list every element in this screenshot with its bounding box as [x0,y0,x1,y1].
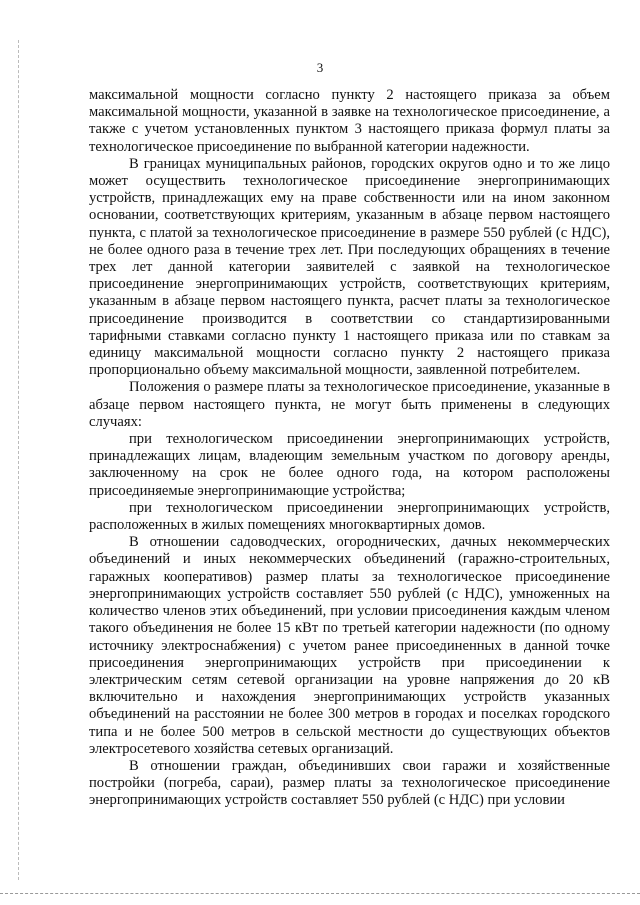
paragraph-6: В отношении садоводческих, огороднических, дачных некоммерческих объединений и иных некоммерческих объединений (гаражно-строительных, гаражных кооперативов) размер платы за технологическое присоединение энергопринимающих устройств составляет 550 рублей (с НДС), умноженных на количество членов этих объединений, при условии присоединения каждым членом такого объединения не более 15 кВт по третьей категории надежности (по одному источнику электроснабжения) с учетом ранее присоединенных в данной точке присоединения энергопринимающих устройств при присоединении к электрическим сетям сетевой организации на уровне напряжения до 20 кВ включительно и нахождения энергопринимающих устройств указанных объединений на расстоянии не более 300 метров в городах и поселках городского типа и не более 500 метров в сельской местности до существующих объектов электросетевого хозяйства сетевых организаций. [89,534,610,757]
paragraph-2: В границах муниципальных районов, городских округов одно и то же лицо может осуществить технологическое присоединение энергопринимающих устройств, принадлежащих ему на праве собственности или на ином законном основании, соответствующих критериям, указанным в абзаце первом настоящего пункта, с платой за технологическое присоединение в размере 550 рублей (с НДС), не более одного раза в течение трех лет. При последующих обращениях в течение трех лет данной категории заявителей с заявкой на технологическое присоединение энергопринимающих устройств, соответствующих критериям, указанным в абзаце первом настоящего пункта, расчет платы за технологическое присоединение производится в соответствии со стандартизированными тарифными ставками согласно пункту 1 настоящего приказа или по ставкам за единицу максимальной мощности согласно пункту 2 настоящего приказа пропорционально объему максимальной мощности, заявленной потребителем. [89,155,610,379]
scan-left-edge-line [18,40,19,880]
paragraph-7: В отношении граждан, объединивших свои гаражи и хозяйственные постройки (погреба, сараи), размер платы за технологическое присоединение энергопринимающих устройств составляет 550 рублей (с НДС) при условии [89,757,610,809]
scan-bottom-edge-line [0,893,640,894]
page-number: 3 [316,60,324,75]
document-body [89,87,610,810]
paragraph-5: при технологическом присоединении энергопринимающих устройств, расположенных в жилых помещениях многоквартирных домов. [89,499,610,534]
paragraph-4: при технологическом присоединении энергопринимающих устройств, принадлежащих лицам, владеющим земельным участком по договору аренды, заключенному на срок не более одного года, на котором расположены присоединяемые энергопринимающие устройства; [89,431,610,499]
paragraph-3: Положения о размере платы за технологическое присоединение, указанные в абзаце первом настоящего пункта, не могут быть применены в следующих случаях: [89,379,610,430]
paragraph-1: максимальной мощности согласно пункту 2 настоящего приказа за объем максимальной мощности, указанной в заявке на технологическое присоединение, а также с учетом установленных пунктом 3 настоящего приказа формул платы за технологическое присоединение по выбранной категории надежности. [89,87,610,155]
